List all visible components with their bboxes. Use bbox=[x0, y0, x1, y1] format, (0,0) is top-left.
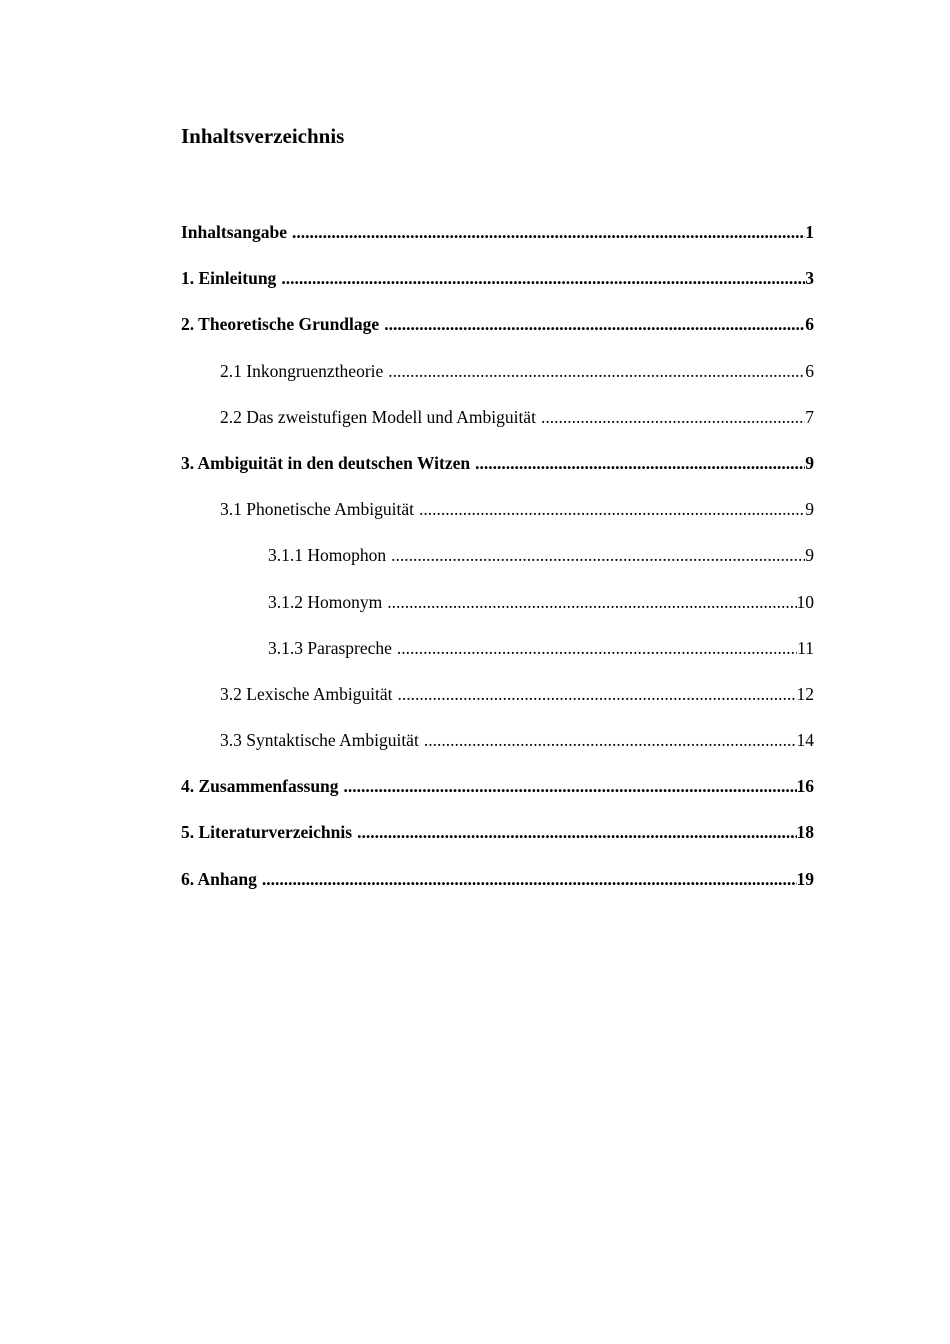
toc-entry-title: 3.1 Phonetische Ambiguität bbox=[220, 499, 414, 520]
toc-entry bbox=[181, 495, 814, 541]
toc-entry-page-number: 12 bbox=[796, 683, 814, 704]
toc-list bbox=[181, 218, 814, 911]
toc-entry-page-number: 7 bbox=[805, 406, 814, 427]
toc-entry-title: 3.1.3 Paraspreche bbox=[268, 637, 392, 658]
toc-entry-page-number: 19 bbox=[796, 868, 814, 889]
toc-entry-title: 3.1.2 Homonym bbox=[268, 591, 383, 612]
toc-dot-leader bbox=[398, 680, 797, 708]
toc-dot-leader bbox=[384, 310, 805, 338]
toc-entry-title: Inhaltsangabe bbox=[181, 222, 288, 242]
toc-entry-title: 6. Anhang bbox=[181, 868, 257, 889]
toc-entry-page-number: 11 bbox=[797, 637, 814, 658]
toc-entry-page-number: 6 bbox=[805, 360, 814, 381]
toc-dot-leader bbox=[281, 264, 805, 292]
toc-entry-title: 4. Zusammenfassung bbox=[181, 776, 339, 797]
toc-entry bbox=[181, 264, 814, 310]
toc-entry bbox=[181, 865, 814, 911]
toc-entry bbox=[181, 218, 814, 264]
toc-entry-page-number: 16 bbox=[796, 776, 814, 797]
toc-dot-leader bbox=[357, 818, 796, 846]
toc-entry bbox=[181, 310, 814, 356]
toc-dot-leader bbox=[475, 449, 805, 477]
toc-entry-page-number: 1 bbox=[805, 222, 814, 242]
toc-dot-leader bbox=[424, 726, 797, 754]
toc-dot-leader bbox=[397, 634, 797, 662]
toc-dot-leader bbox=[387, 588, 796, 616]
toc-entry-title: 3.2 Lexische Ambiguität bbox=[220, 683, 393, 704]
toc-entry-title: 5. Literaturverzeichnis bbox=[181, 822, 353, 843]
toc-entry-page-number: 9 bbox=[805, 499, 814, 520]
toc-entry-page-number: 10 bbox=[796, 591, 814, 612]
toc-entry-page-number: 18 bbox=[796, 822, 814, 843]
toc-entry bbox=[181, 680, 814, 726]
toc-entry bbox=[181, 634, 814, 680]
toc-entry bbox=[181, 588, 814, 634]
toc-entry bbox=[181, 818, 814, 864]
toc-entry-page-number: 6 bbox=[805, 314, 814, 335]
toc-entry-page-number: 9 bbox=[805, 545, 814, 566]
toc-entry bbox=[181, 541, 814, 587]
toc-entry-title: 3.1.1 Homophon bbox=[268, 545, 387, 566]
toc-entry bbox=[181, 449, 814, 495]
toc-entry-page-number: 14 bbox=[796, 730, 814, 751]
toc-entry bbox=[181, 357, 814, 403]
toc-entry bbox=[181, 403, 814, 449]
toc-entry-page-number: 3 bbox=[805, 268, 814, 289]
toc-entry-title: 3.3 Syntaktische Ambiguität bbox=[220, 730, 419, 751]
toc-entry bbox=[181, 726, 814, 772]
toc-dot-leader bbox=[391, 541, 805, 569]
toc-entry-title: 2.2 Das zweistufigen Modell und Ambiguität bbox=[220, 406, 536, 427]
toc-dot-leader bbox=[344, 772, 797, 800]
toc-entry-title: 2.1 Inkongruenztheorie bbox=[220, 360, 384, 381]
toc-entry-title: 1. Einleitung bbox=[181, 268, 277, 289]
toc-dot-leader bbox=[419, 495, 805, 523]
toc-entry-title: 3. Ambiguität in den deutschen Witzen bbox=[181, 452, 471, 473]
toc-dot-leader bbox=[262, 865, 797, 893]
toc-entry bbox=[181, 772, 814, 818]
toc-dot-leader bbox=[541, 403, 805, 431]
toc-entry-page-number: 9 bbox=[805, 452, 814, 473]
toc-entry-title: 2. Theoretische Grundlage bbox=[181, 314, 380, 335]
toc-dot-leader bbox=[388, 357, 805, 385]
toc-dot-leader bbox=[292, 218, 805, 246]
toc-heading: Inhaltsverzeichnis bbox=[181, 124, 345, 148]
